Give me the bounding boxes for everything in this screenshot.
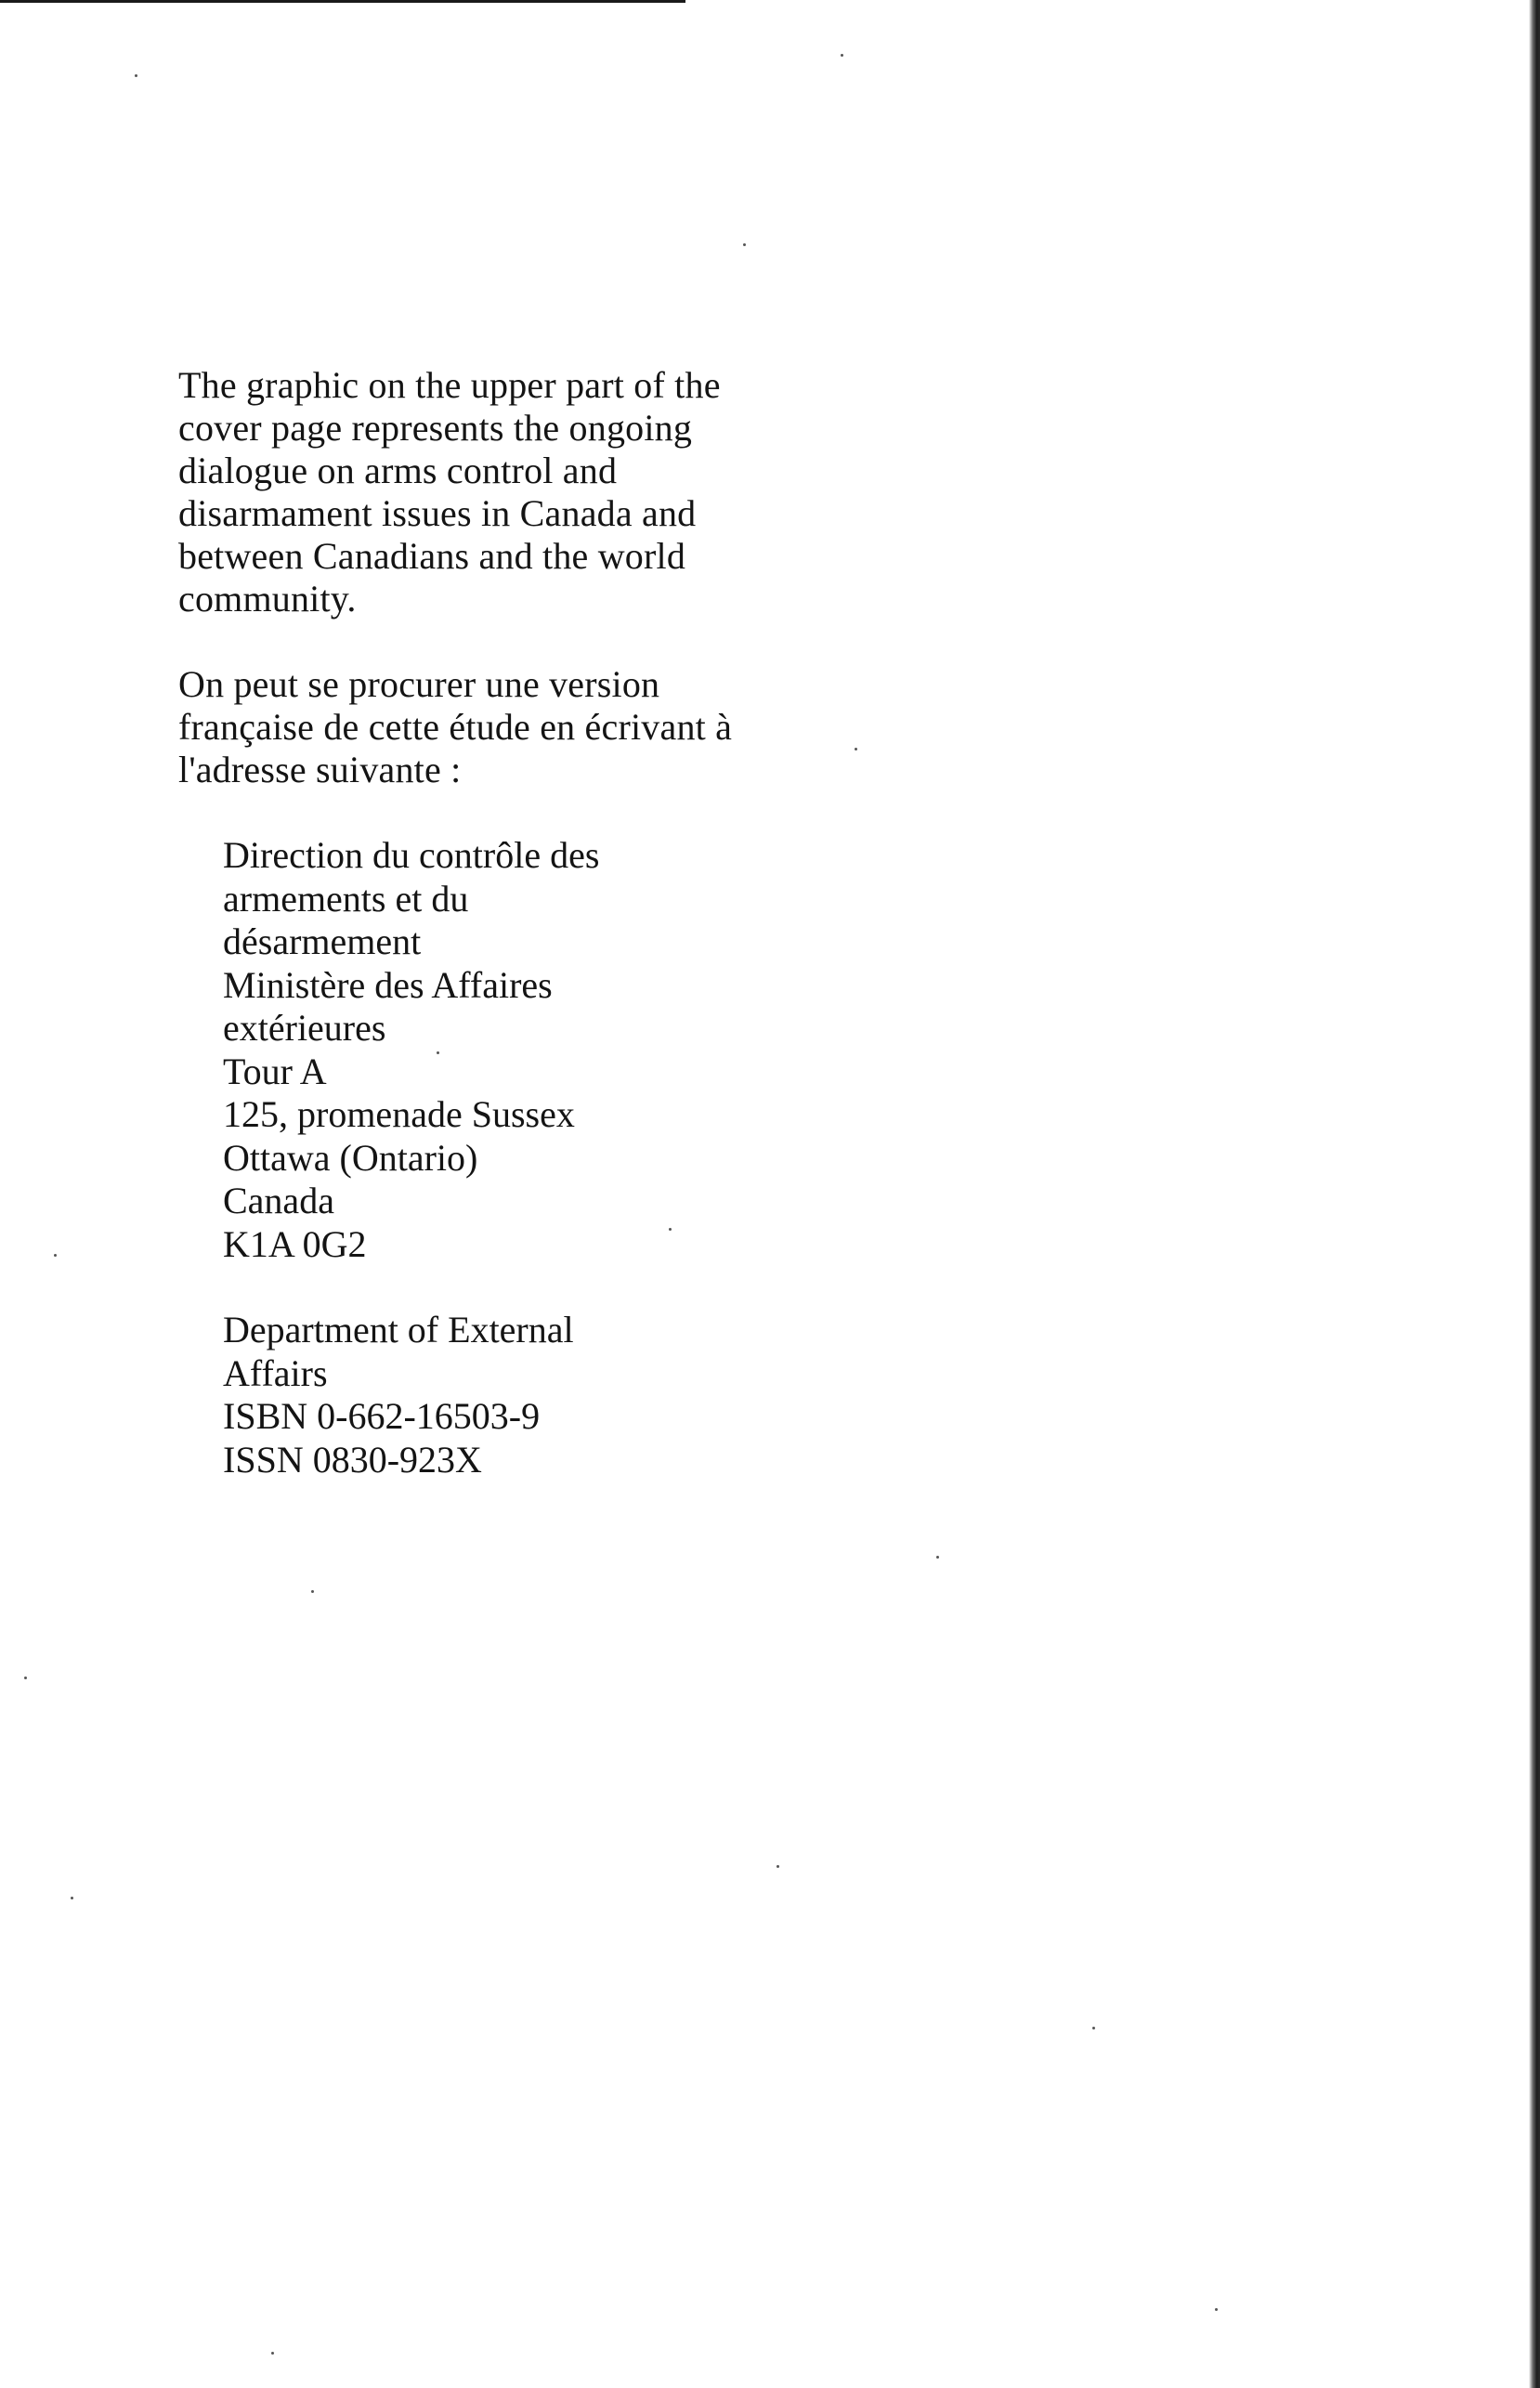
address-line: 125, promenade Sussex — [223, 1093, 575, 1135]
publisher-name: Department of External — [223, 1309, 574, 1351]
isbn: ISBN 0-662-16503-9 — [223, 1395, 541, 1437]
address-line: armements et du — [223, 877, 469, 920]
scan-speck — [841, 54, 843, 57]
address-line: Direction du contrôle des — [223, 834, 600, 876]
french-version-note: On peut se procurer une version française de cette étude en écrivant à l'adresse suivante : — [178, 663, 733, 790]
publisher-name: Affairs — [223, 1351, 328, 1394]
scan-speck — [743, 243, 746, 246]
address-line: Ottawa (Ontario) — [223, 1136, 478, 1179]
address-postal-code: K1A 0G2 — [223, 1222, 367, 1265]
address-line: Ministère des Affaires — [223, 963, 553, 1006]
address-line: extérieures — [223, 1007, 386, 1049]
scan-speck — [936, 1556, 939, 1559]
scan-speck — [54, 1254, 57, 1257]
cover-graphic-description: The graphic on the upper part of the cover page represents the ongoing dialogue on arms control and disarmament issues in Canada and between Canadians and the world community. — [178, 364, 721, 620]
scan-speck — [777, 1865, 779, 1868]
scan-speck — [1092, 2027, 1095, 2029]
issn: ISSN 0830-923X — [223, 1438, 482, 1481]
publisher-info — [178, 1309, 884, 1481]
mailing-address — [178, 834, 884, 1266]
copyright-page-text — [178, 364, 884, 1481]
scan-speck — [135, 74, 137, 77]
top-rule — [0, 0, 685, 3]
address-line: désarmement — [223, 920, 422, 962]
scan-speck — [71, 1897, 73, 1899]
scan-speck — [24, 1677, 27, 1679]
scan-speck — [311, 1590, 314, 1593]
scan-speck — [271, 2352, 274, 2355]
address-line: Canada — [223, 1180, 334, 1221]
scan-speck — [1215, 2308, 1218, 2311]
page-edge-shadow — [1529, 0, 1540, 2388]
address-line: Tour A — [223, 1050, 327, 1092]
